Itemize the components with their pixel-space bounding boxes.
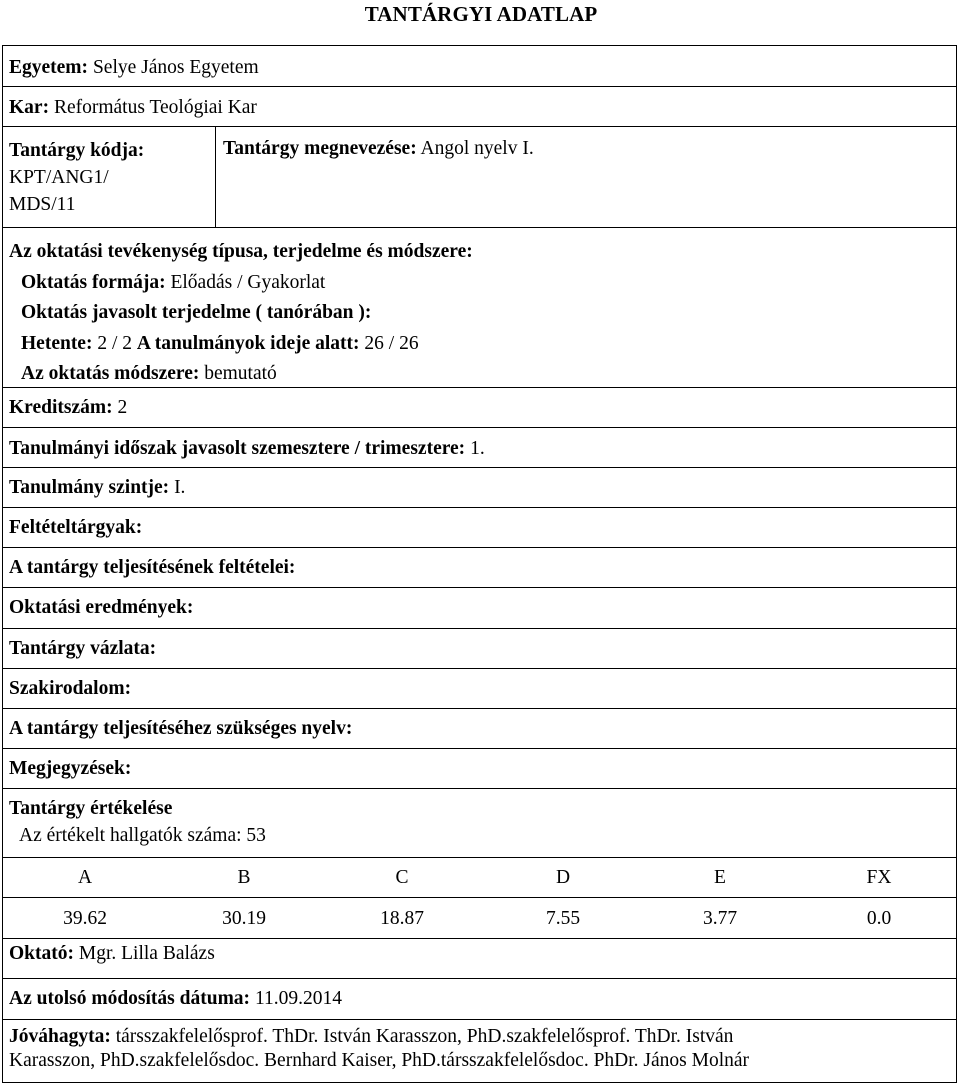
literature-label: Szakirodalom: [9, 678, 132, 699]
notes-label: Megjegyzések: [9, 758, 132, 779]
approved-line2: Karasszon, PhD.szakfelelősdoc. Bernhard Kaiser, PhD.társszakfelelősdoc. PhDr. János Molnár [9, 1050, 750, 1071]
grade-percent-row [3, 897, 956, 940]
course-name-label: Tantárgy megnevezése: [223, 138, 417, 159]
prerequisites-row [3, 507, 956, 547]
evaluation-row [3, 788, 956, 938]
last-modified-row [3, 978, 956, 1019]
method-label: Az oktatás módszere: [21, 363, 200, 384]
language-row [3, 708, 956, 748]
teacher-row [3, 938, 956, 978]
conditions-row [3, 547, 956, 587]
weekly-label: Hetente: [21, 332, 93, 354]
university-label: Egyetem: [9, 57, 89, 78]
credits-row [3, 387, 956, 427]
evaluated-count-label: Az értékelt hallgatók száma: [19, 825, 242, 846]
last-modified-label: Az utolsó módosítás dátuma: [9, 988, 251, 1009]
course-name-value: Angol nyelv I. [420, 138, 534, 159]
conditions-label: A tantárgy teljesítésének feltételei: [9, 557, 296, 578]
evaluated-count-value: 53 [246, 825, 266, 846]
university-row [3, 46, 956, 86]
grade-percentage: 0.0 [866, 908, 892, 929]
scope-label: Oktatás javasolt terjedelme ( tanórában ): [21, 302, 372, 323]
grade-header: D [555, 867, 571, 888]
grade-percentage: 7.55 [545, 908, 581, 929]
course-sheet [2, 45, 957, 1083]
teacher-value: Mgr. Lilla Balázs [78, 943, 215, 964]
grade-percentage: 3.77 [702, 908, 738, 929]
literature-row [3, 668, 956, 708]
grade-percentage: 39.62 [63, 908, 107, 929]
faculty-row [3, 86, 956, 126]
page-title: TANTÁRGYI ADATLAP [364, 2, 598, 26]
outcomes-label: Oktatási eredmények: [9, 597, 194, 618]
language-label: A tantárgy teljesítéséhez szükséges nyelv: [9, 718, 353, 739]
course-code-line1: KPT/ANG1/ [9, 167, 109, 188]
semester-label: Tanulmányi időszak javasolt szemesztere / trimesztere: [9, 438, 466, 459]
credits-label: Kreditszám: [9, 397, 113, 418]
prerequisites-label: Feltételtárgyak: [9, 517, 143, 538]
course-code-row [3, 126, 956, 227]
weekly-value: 2 / 2 [97, 332, 133, 354]
grade-percentage: 18.87 [380, 908, 424, 929]
method-value: bemutató [204, 363, 277, 384]
approved-line1: társszakfelelősprof. ThDr. István Karasszon, PhD.szakfelelősprof. ThDr. István [115, 1026, 734, 1047]
period-value: 26 / 26 [364, 332, 419, 354]
evaluation-heading: Tantárgy értékelése [9, 798, 173, 819]
level-value: I. [174, 477, 186, 498]
form-value: Előadás / Gyakorlat [170, 271, 326, 293]
approved-row [3, 1019, 956, 1082]
notes-row [3, 748, 956, 788]
semester-value: 1. [470, 438, 485, 459]
form-label: Oktatás formája: [21, 271, 166, 293]
outcomes-row [3, 587, 956, 628]
outline-label: Tantárgy vázlata: [9, 638, 157, 659]
faculty-label: Kar: [9, 97, 50, 118]
course-code-line2: MDS/11 [9, 194, 76, 215]
level-label: Tanulmány szintje: [9, 477, 170, 498]
activity-heading: Az oktatási tevékenység típusa, terjedelme és módszere: [9, 241, 473, 262]
course-code-label: Tantárgy kódja: [9, 140, 145, 161]
outline-row [3, 628, 956, 668]
grade-header: C [395, 867, 409, 888]
university-value: Selye János Egyetem [92, 57, 259, 78]
semester-row [3, 427, 956, 467]
period-label: A tanulmányok ideje alatt: [136, 332, 360, 354]
column-divider [215, 127, 216, 227]
grade-header: A [77, 867, 93, 888]
grade-header-row [3, 857, 956, 898]
grade-header: FX [866, 867, 892, 888]
level-row [3, 467, 956, 507]
activity-row [3, 227, 956, 387]
last-modified-value: 11.09.2014 [254, 988, 342, 1009]
grade-header: E [714, 867, 726, 888]
grade-percentage: 30.19 [222, 908, 266, 929]
approved-label: Jóváhagyta: [9, 1026, 111, 1047]
credits-value: 2 [117, 397, 128, 418]
faculty-value: Református Teológiai Kar [53, 97, 257, 118]
teacher-label: Oktató: [9, 943, 74, 964]
grade-header: B [237, 867, 251, 888]
